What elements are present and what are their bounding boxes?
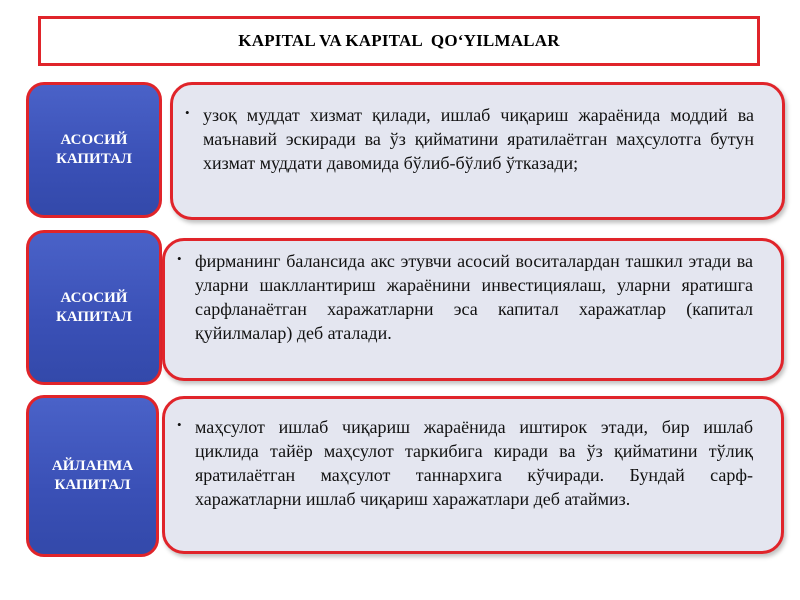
bullet-icon: •	[185, 105, 190, 120]
title-box	[38, 16, 760, 66]
description-text: узоқ муддат хизмат қилади, ишлаб чиқариш жараёнида моддий ва маънавий эскиради ва ўз қийматини яратилаётган маҳсулотга бутун хизмат муддати давомида бўлиб-бўлиб ўтказади;	[203, 105, 754, 173]
label-box-fixed-capital-2: АСОСИЙ КАПИТАЛ	[26, 230, 162, 385]
bullet-icon: •	[177, 251, 182, 266]
description-box-fixed-capital-2	[162, 238, 784, 381]
description-box-working-capital	[162, 396, 784, 554]
description-box-fixed-capital-1	[170, 82, 785, 220]
description-text: маҳсулот ишлаб чиқариш жараёнида иштирок этади, бир ишлаб циклида тайёр маҳсулот таркибига киради ва ўз қийматини тўлиқ яратилаётган маҳсулот таннархига кўчиради. Бундай сарф-харажатларни ишлаб чиқариш харажатлари деб атаймиз.	[195, 417, 753, 509]
label-box-fixed-capital-1: АСОСИЙ КАПИТАЛ	[26, 82, 162, 218]
description-text: фирманинг балансида акс этувчи асосий воситалардан ташкил этади ва уларни шакллантириш жараёнини инвестициялаш, уларни яратишга сарфланаётган харажатларни эса капитал харажатлар (капитал қуйилмалар) деб аталади.	[195, 251, 753, 343]
page-title: KAPITAL VA KAPITAL QO‘YILMALAR	[238, 31, 560, 50]
bullet-icon: •	[177, 417, 182, 432]
label-box-working-capital: АЙЛАНМА КАПИТАЛ	[26, 395, 159, 557]
